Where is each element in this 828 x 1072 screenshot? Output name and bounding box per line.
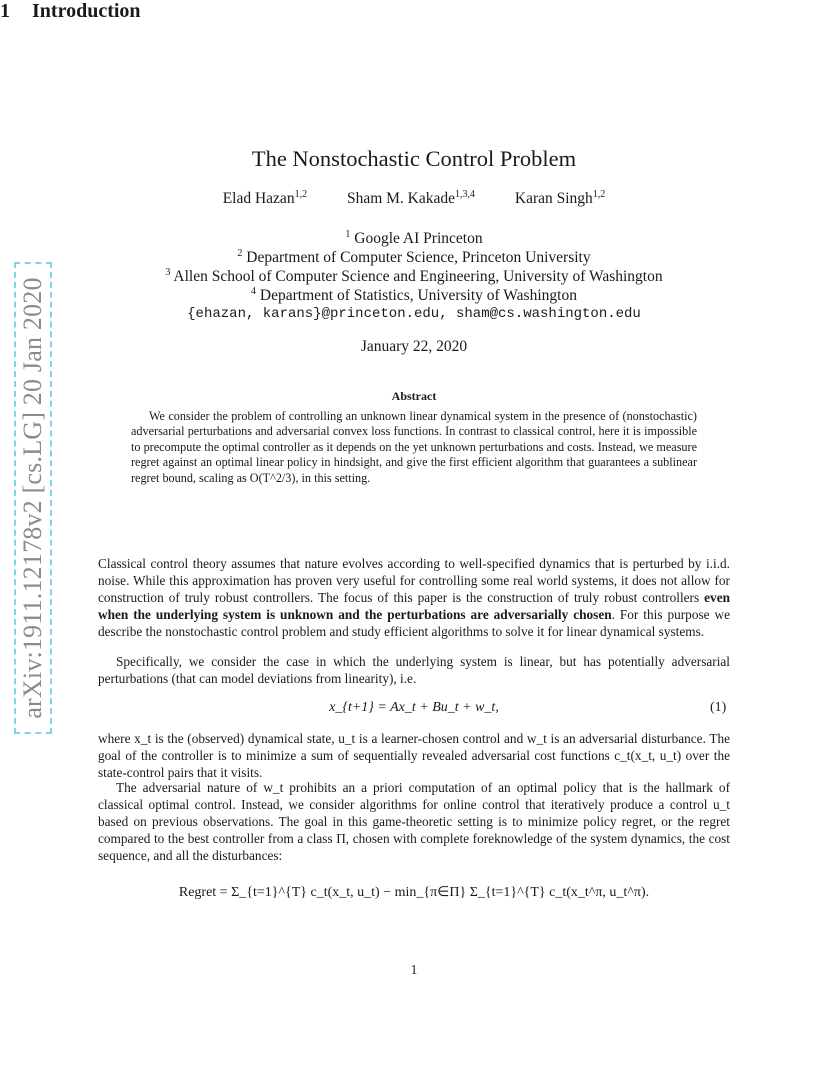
page-number: 1 xyxy=(410,962,418,977)
abstract-body: We consider the problem of controlling an unknown linear dynamical system in the presence of (nonstochastic) adversarial perturbations and adversarial convex loss functions. In contrast to classical control, here it is impossible to precompute the optimal controller as it depends on the yet unknown perturbations and costs. Instead, we measure regret against an optimal linear policy in hindsight, and give the first efficient algorithm that guarantees a sublinear regret bound, scaling as O(T^2/3), in this setting. xyxy=(131,409,697,485)
regret-equation xyxy=(0,870,828,922)
intro-paragraph: Specifically, we consider the case in which the underlying system is linear, but has potentially adversarial perturbations (that can model deviations from linearity), i.e. xyxy=(98,654,730,686)
arxiv-stamp xyxy=(14,262,52,734)
paper-date: January 22, 2020 xyxy=(360,338,468,355)
author-emails: {ehazan, karans}@princeton.edu, sham@cs.washington.edu xyxy=(187,306,641,322)
affiliation: $^3$ Allen School of Computer Science and Engineering, University of Washington xyxy=(165,266,663,285)
paper-title: The Nonstochastic Control Problem xyxy=(251,146,577,171)
abstract-text xyxy=(131,409,697,486)
affiliation: $^2$ Department of Computer Science, Princeton University xyxy=(237,247,591,266)
intro-paragraph: where x_t is the (observed) dynamical state, u_t is a learner-chosen control and w_t is an adversarial disturbance. The goal of the controller is to minimize a sum of sequentially revealed adversarial cost functions c_t(x_t, u_t) over the state-control pairs that it visits. xyxy=(98,731,730,780)
equation-dynamics: x_{t+1} = Ax_t + Bu_t + w_t, xyxy=(329,700,499,715)
intro-paragraph: Classical control theory assumes that nature evolves according to well-specified dynamics that is perturbed by i.i.d. noise. While this approximation has proven very useful for controlling some real world systems, it does not allow for construction of truly robust controllers. The focus of this paper is the construction of truly robust controllers even when the underlying system is unknown and the perturbations are adversarially chosen. For this purpose we describe the nonstochastic control problem and study efficient algorithms to solve it for linear dynamical systems. xyxy=(98,556,730,639)
author-list xyxy=(0,190,828,208)
author: Karan Singh$^{1,2}$ xyxy=(514,188,606,207)
regret-equation-text: Regret = Σ_{t=1}^{T} c_t(x_t, u_t) − min_{π∈Π} Σ_{t=1}^{T} c_t(x_t^π, u_t^π). xyxy=(178,885,650,900)
equation-number: (1) xyxy=(710,700,727,715)
author: Sham M. Kakade$^{1,3,4}$ xyxy=(346,188,475,207)
abstract-heading: Abstract xyxy=(391,389,437,403)
affiliation: $^1$ Google AI Princeton xyxy=(345,228,483,247)
author: Elad Hazan$^{1,2}$ xyxy=(222,188,308,207)
intro-paragraph: The adversarial nature of w_t prohibits an a priori computation of an optimal policy that is the hallmark of classical optimal control. Instead, we consider algorithms for online control that iteratively produce a control u_t based on previous observations. The goal in this game-theoretic setting is to minimize policy regret, or the regret compared to the best controller from a class Π, chosen with complete foreknowledge of the system dynamics, the cost sequence, and all the disturbances: xyxy=(98,780,730,863)
affiliation: $^4$ Department of Statistics, University of Washington xyxy=(251,285,577,304)
section-heading: 1 Introduction xyxy=(0,0,141,22)
arxiv-stamp-text: arXiv:1911.12178v2 [cs.LG] 20 Jan 2020 xyxy=(18,277,47,719)
